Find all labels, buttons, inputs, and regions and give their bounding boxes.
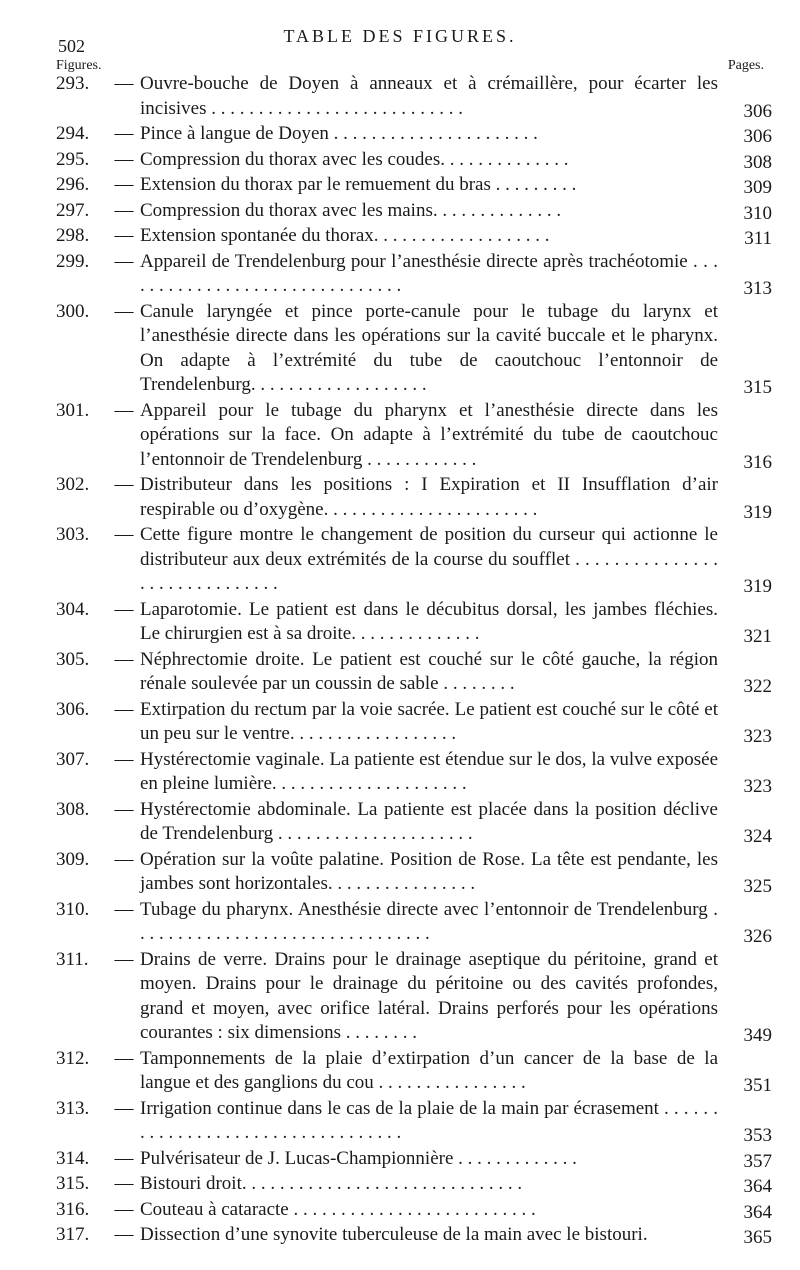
page-reference: 316 (743, 451, 772, 473)
figure-number: 294. (56, 123, 90, 144)
figure-caption: Laparotomie. Le patient est dans le décubitus dorsal, les jambes fléchies. Le chirurgien est à sa droite. . . . . . . . . . . . . . (140, 598, 718, 644)
figure-entry (56, 72, 772, 121)
figure-number: 314. (56, 1147, 90, 1169)
page-reference: 311 (744, 228, 772, 249)
figure-number: 303. (56, 524, 90, 545)
page-reference: 322 (743, 676, 772, 697)
figure-number: 309. (56, 848, 90, 870)
page-reference: 351 (743, 1075, 772, 1096)
entry-dash: — (114, 1047, 134, 1069)
page-reference: 357 (743, 1150, 772, 1172)
figure-number: 313. (56, 1097, 90, 1119)
page-reference: 321 (743, 626, 772, 647)
figure-caption: Extension du thorax par le remuement du bras . . . . . . . . . (140, 174, 577, 195)
figure-number: 297. (56, 199, 90, 221)
page-reference: 323 (743, 726, 772, 747)
figure-entry (56, 1147, 772, 1172)
entry-dash: — (114, 73, 134, 94)
figure-entry (56, 848, 772, 897)
figure-caption: Pulvérisateur de J. Lucas-Championnière . . . . . . . . . . . . . (140, 1147, 577, 1169)
figure-entry (56, 122, 772, 147)
figure-caption: Drains de verre. Drains pour le drainage aseptique du péritoine, grand et moyen. Drains pour le drainage du péritoine ou des cavités profondes, grand et moyen, avec orifice latéral. Drains perforés pour les opérations courantes : six dimensions . . . . . . . . (140, 948, 718, 1043)
figure-caption: Ouvre-bouche de Doyen à anneaux et à crémaillère, pour écarter les incisives . . . . . . . . . . . . . . . . . . . . . . . . . . . (140, 73, 718, 119)
page-reference: 309 (743, 177, 772, 198)
page-reference: 364 (743, 1176, 772, 1197)
figure-caption: Hystérectomie abdominale. La patiente est placée dans la position déclive de Trendelenburg . . . . . . . . . . . . . . . . . . . . . (140, 798, 718, 844)
entry-dash: — (114, 1097, 134, 1119)
figure-entry (56, 523, 772, 597)
figure-entry (56, 1097, 772, 1146)
figure-number: 306. (56, 698, 90, 720)
figure-caption: Cette figure montre le changement de position du curseur qui actionne le distributeur aux deux extrémités de la course du soufflet . . . . . . . . . . . . . . . . . . . . . . . . . . . . . . (140, 524, 718, 594)
figure-caption: Dissection d’une synovite tuberculeuse de la main avec le bistouri. (140, 1224, 648, 1245)
figure-number: 295. (56, 148, 90, 170)
page-reference: 326 (743, 926, 772, 947)
figure-number: 317. (56, 1224, 90, 1245)
figure-entry (56, 250, 772, 299)
page-reference: 319 (743, 576, 772, 597)
entry-dash: — (114, 798, 134, 820)
figure-caption: Pince à langue de Doyen . . . . . . . . . . . . . . . . . . . . . . (140, 123, 538, 144)
page-reference: 315 (743, 377, 772, 398)
page-reference: 323 (743, 776, 772, 797)
figure-number: 301. (56, 399, 90, 421)
figure-number: 307. (56, 748, 90, 770)
figure-entry (56, 898, 772, 947)
figure-caption: Irrigation continue dans le cas de la plaie de la main par écrasement . . . . . . . . . . . . . . . . . . . . . . . . . . . . . . . . . . (140, 1097, 718, 1143)
figure-number: 312. (56, 1047, 90, 1069)
entry-dash: — (114, 848, 134, 870)
page-reference: 310 (743, 202, 772, 224)
page-reference: 324 (743, 826, 772, 847)
page-reference: 353 (743, 1125, 772, 1146)
entry-dash: — (114, 948, 134, 970)
page-reference: 325 (743, 876, 772, 897)
page-reference: 349 (743, 1025, 772, 1046)
figure-entry (56, 300, 772, 398)
figure-caption: Compression du thorax avec les coudes. . . . . . . . . . . . . . (140, 148, 569, 170)
figure-caption: Distributeur dans les positions : I Expiration et II Insufflation d’air respirable ou d’oxygène. . . . . . . . . . . . . . . . . . . . . . . (140, 474, 718, 520)
figure-number: 316. (56, 1198, 90, 1220)
entry-dash: — (114, 300, 134, 322)
entry-dash: — (114, 148, 134, 170)
entry-dash: — (114, 399, 134, 421)
entry-dash: — (114, 748, 134, 770)
entry-dash: — (114, 250, 134, 272)
figure-number: 308. (56, 798, 90, 820)
figure-caption: Compression du thorax avec les mains. . . . . . . . . . . . . . (140, 199, 562, 221)
entry-dash: — (114, 174, 134, 195)
entry-dash: — (114, 123, 134, 144)
figure-caption: Couteau à cataracte . . . . . . . . . . . . . . . . . . . . . . . . . . (140, 1198, 536, 1220)
figure-caption: Appareil de Trendelenburg pour l’anesthésie directe après trachéotomie . . . . . . . . . . . . . . . . . . . . . . . . . . . . . . . (140, 250, 718, 296)
figure-entry (56, 1198, 772, 1223)
figure-number: 311. (56, 948, 89, 970)
page-reference: 313 (743, 278, 772, 299)
figure-number: 298. (56, 225, 90, 246)
figure-entry (56, 224, 772, 249)
figure-caption: Extension spontanée du thorax. . . . . . . . . . . . . . . . . . . (140, 225, 550, 246)
running-title: TABLE DES FIGURES. (283, 26, 517, 46)
figures-column-label: Figures. (56, 58, 102, 73)
page-header (0, 0, 800, 80)
page-reference: 364 (743, 1201, 772, 1223)
figure-caption: Appareil pour le tubage du pharynx et l’anesthésie directe dans les opérations sur la face. On adapte à l’extrémité du tube de caoutchouc l’entonnoir de Trendelenburg . . . . . . . . . . . . (140, 399, 718, 470)
entry-dash: — (114, 698, 134, 720)
figure-caption: Tubage du pharynx. Anesthésie directe avec l’entonnoir de Trendelenburg . . . . . . . . . . . . . . . . . . . . . . . . . . . . . . . . (140, 898, 718, 944)
page-reference: 319 (743, 501, 772, 523)
entry-dash: — (114, 648, 134, 670)
figure-number: 302. (56, 474, 90, 495)
figure-number: 310. (56, 898, 90, 920)
figure-entry (56, 648, 772, 697)
figure-caption: Canule laryngée et pince porte-canule pour le tubage du larynx et l’anesthésie directe dans les opérations sur la cavité buccale et le pharynx. On adapte à l’extrémité du tube de caoutchouc l’entonnoir de Trendelenburg. . . . . . . . . . . . . . . . . . . (140, 300, 718, 395)
entry-dash: — (114, 898, 134, 920)
entry-dash: — (114, 524, 134, 545)
entry-dash: — (114, 1198, 134, 1220)
page-number: 502 (58, 36, 85, 56)
figure-entry (56, 473, 772, 522)
figure-number: 293. (56, 73, 90, 94)
figure-caption: Tamponnements de la plaie d’extirpation d’un cancer de la base de la langue et des ganglions du cou . . . . . . . . . . . . . . . . (140, 1047, 718, 1093)
entry-dash: — (114, 1147, 134, 1169)
figure-number: 315. (56, 1173, 90, 1194)
figure-list (56, 72, 772, 1249)
figure-entry (56, 148, 772, 173)
figure-number: 304. (56, 598, 90, 620)
figure-entry (56, 173, 772, 198)
figure-number: 300. (56, 300, 90, 322)
entry-dash: — (114, 1173, 134, 1194)
figure-caption: Bistouri droit. . . . . . . . . . . . . . . . . . . . . . . . . . . . . . (140, 1173, 523, 1194)
figure-entry (56, 399, 772, 473)
entry-dash: — (114, 199, 134, 221)
entry-dash: — (114, 598, 134, 620)
figure-entry (56, 1047, 772, 1096)
entry-dash: — (114, 1224, 134, 1245)
entry-dash: — (114, 225, 134, 246)
figure-entry (56, 948, 772, 1046)
figure-caption: Néphrectomie droite. Le patient est couché sur le côté gauche, la région rénale soulevée par un coussin de sable . . . . . . . . (140, 648, 718, 694)
entry-dash: — (114, 474, 134, 495)
page-reference: 306 (743, 126, 772, 147)
figure-number: 299. (56, 250, 90, 272)
figure-entry (56, 199, 772, 224)
figure-entry (56, 748, 772, 797)
page-reference: 306 (743, 100, 772, 122)
figure-caption: Extirpation du rectum par la voie sacrée. Le patient est couché sur le côté et un peu sur le ventre. . . . . . . . . . . . . . . . . . (140, 698, 718, 744)
figure-entry (56, 1223, 772, 1248)
figure-number: 296. (56, 174, 90, 195)
figure-entry (56, 1172, 772, 1197)
figure-entry (56, 698, 772, 747)
figure-caption: Opération sur la voûte palatine. Position de Rose. La tête est pendante, les jambes sont horizontales. . . . . . . . . . . . . . . . (140, 848, 718, 894)
figure-caption: Hystérectomie vaginale. La patiente est étendue sur le dos, la vulve exposée en pleine lumière. . . . . . . . . . . . . . . . . . . . . (140, 748, 718, 794)
page-reference: 308 (743, 151, 772, 173)
figure-entry (56, 598, 772, 647)
pages-column-label: Pages. (727, 58, 764, 73)
figure-number: 305. (56, 648, 90, 670)
figure-entry (56, 798, 772, 847)
page-reference: 365 (743, 1227, 772, 1248)
